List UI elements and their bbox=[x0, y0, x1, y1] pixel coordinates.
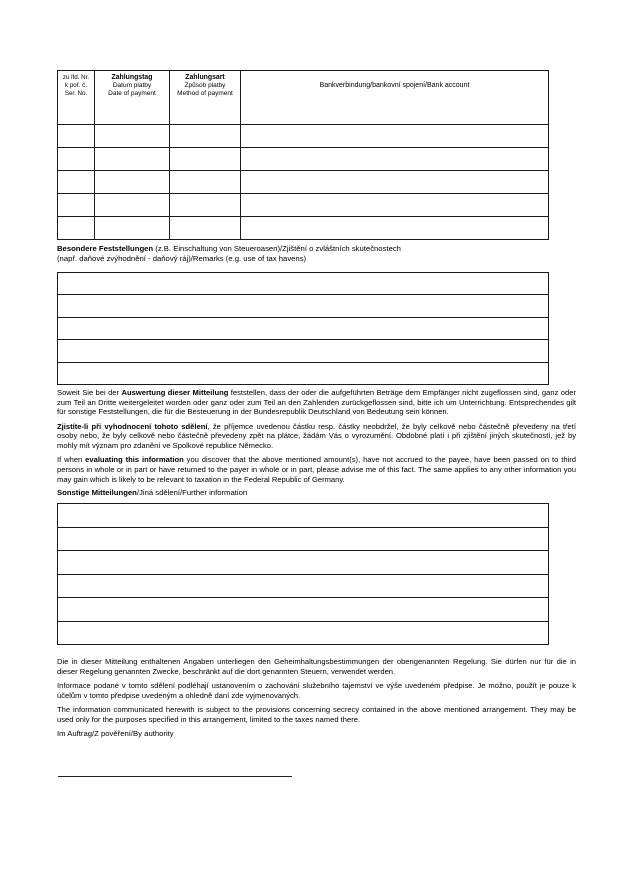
signature-line bbox=[58, 776, 292, 777]
blank-cell[interactable] bbox=[169, 171, 240, 193]
blank-cell[interactable] bbox=[94, 125, 169, 147]
payments-table bbox=[57, 70, 549, 240]
further-info-blank-row[interactable] bbox=[58, 621, 548, 645]
payment-blank-row[interactable] bbox=[58, 193, 548, 216]
blank-cell[interactable] bbox=[58, 148, 94, 170]
header-line-de: zu lfd. Nr. bbox=[62, 73, 90, 81]
remarks-heading-bold: Besondere Feststellungen bbox=[57, 244, 154, 253]
blank-cell[interactable] bbox=[94, 217, 169, 239]
further-info-blank-row[interactable] bbox=[58, 504, 548, 527]
further-info-blank-row[interactable] bbox=[58, 550, 548, 574]
header-line-de: Zahlungstag bbox=[111, 73, 153, 81]
header-line-cs: k poř. č. bbox=[64, 81, 87, 89]
by-authority-label: Im Auftrag/Z pověření/By authority bbox=[57, 729, 174, 738]
further-info-blank-row[interactable] bbox=[58, 597, 548, 621]
remarks-blank-row[interactable] bbox=[58, 273, 548, 294]
remarks-section-heading bbox=[57, 244, 576, 263]
blank-cell[interactable] bbox=[169, 148, 240, 170]
blank-cell[interactable] bbox=[58, 217, 94, 239]
further-info-heading-bold: Sonstige Mitteilungen bbox=[57, 488, 137, 497]
header-line-cs: Datum platby bbox=[112, 81, 152, 89]
remarks-blank-row[interactable] bbox=[58, 362, 548, 384]
text-segment: feststellen, dass der oder die aufgeführten Beträge dem Empfänger nicht zugeflossen sind, ganz oder zum Teil an Dritte weitergeleitet worden oder ganz oder zum Teil an den Zahlenden zurückgeflossen sind, bitte ich um Unterrichtung. Entsprechendes gilt für sonstige Feststellungen, die für die Besteuerung in der Bundesrepublik Deutschland von Bedeutung sein können. bbox=[57, 388, 576, 417]
blank-cell[interactable] bbox=[169, 125, 240, 147]
payments-table-body bbox=[58, 101, 548, 239]
payment-blank-row[interactable] bbox=[58, 147, 548, 170]
payment-blank-row[interactable] bbox=[58, 124, 548, 147]
remarks-blank-row[interactable] bbox=[58, 339, 548, 361]
blank-cell[interactable] bbox=[169, 217, 240, 239]
blank-cell[interactable] bbox=[240, 125, 548, 147]
remarks-heading-rest: (z.B. Einschaltung von Steueroasen)/Zjištění o zvláštních skutečnostech bbox=[153, 244, 401, 253]
blank-cell[interactable] bbox=[58, 171, 94, 193]
header-line-en: Ser. No. bbox=[64, 90, 88, 98]
evaluation-note-en bbox=[57, 455, 576, 484]
payment-blank-row[interactable] bbox=[58, 216, 548, 239]
blank-cell[interactable] bbox=[94, 171, 169, 193]
header-line-en: Date of payment bbox=[108, 90, 156, 98]
blank-cell[interactable] bbox=[240, 217, 548, 239]
text-segment-bold: Zjistíte-li při vyhodnocení tohoto sdělení bbox=[57, 421, 208, 431]
payment-blank-row[interactable] bbox=[58, 101, 548, 124]
remarks-write-in-box bbox=[57, 272, 549, 385]
blank-cell[interactable] bbox=[58, 125, 94, 147]
header-line-de: Zahlungsart bbox=[185, 73, 225, 81]
blank-cell[interactable] bbox=[58, 194, 94, 216]
header-line-en: Method of payment bbox=[177, 90, 233, 98]
secrecy-note bbox=[57, 657, 576, 729]
header-line-trilingual: Bankverbindung/bankovní spojení/Bank account bbox=[319, 81, 470, 89]
further-info-heading bbox=[57, 488, 576, 498]
blank-cell[interactable] bbox=[240, 194, 548, 216]
text-segment: you discover that the above mentioned amount(s), have not accrued to the payee, have been passed on to third persons in whole or in part or have returned to the payer in whole or in part, please advise me of this fact. The same applies to any other information you may gain which is likely to be relevant to taxation in the Federal Republic of Germany. bbox=[57, 455, 576, 484]
remarks-blank-row[interactable] bbox=[58, 317, 548, 339]
blank-cell[interactable] bbox=[94, 194, 169, 216]
text-segment: If when bbox=[57, 455, 86, 465]
blank-cell[interactable] bbox=[58, 101, 94, 124]
secrecy-note-cs: Informace podané v tomto sdělení podléhají ustanovením o zachování služebního tajemství ve výše uvedeném předpise. Je možno, použít je pouze k účelům v tomto předpise uvedeným a ohledně daní zde vyjmenovaných. bbox=[57, 680, 576, 700]
blank-cell[interactable] bbox=[240, 101, 548, 124]
evaluation-note bbox=[57, 388, 576, 489]
further-info-blank-row[interactable] bbox=[58, 574, 548, 598]
text-segment-bold: Auswertung dieser Mitteilung bbox=[121, 388, 229, 397]
blank-cell[interactable] bbox=[169, 194, 240, 216]
blank-cell[interactable] bbox=[240, 148, 548, 170]
secrecy-note-en: The information communicated herewith is subject to the provisions concerning secrecy contained in the above mentioned arrangement. They may be used only for the purposes specified in this arrangement, limited to the taxes named there. bbox=[57, 704, 576, 724]
further-info-write-in-box bbox=[57, 503, 549, 645]
blank-cell[interactable] bbox=[169, 101, 240, 124]
text-segment: Soweit Sie bei der bbox=[57, 388, 122, 397]
evaluation-note-cs bbox=[57, 422, 576, 451]
header-serial-no bbox=[58, 71, 94, 101]
payment-blank-row[interactable] bbox=[58, 170, 548, 193]
payments-table-header-row bbox=[58, 71, 548, 101]
text-segment: , že příjemce uvedenou částku resp. částky neobdržel, že byly celkově nebo částečně převedeny na třetí osoby nebo, že byly celkově nebo částečně převedeny zpět na plátce, žádám Vás o vyrozumění. Obdobné platí i při zjištění jiných skutečností, jež by mohly mít význam pro zdanění ve Spolkové republice Německo. bbox=[57, 421, 576, 451]
header-date-of-payment bbox=[94, 71, 169, 101]
remarks-blank-row[interactable] bbox=[58, 294, 548, 316]
header-method-of-payment bbox=[169, 71, 240, 101]
header-line-cs: Způsob platby bbox=[184, 81, 226, 89]
further-info-heading-rest: /Jiná sdělení/Further information bbox=[136, 488, 248, 497]
text-segment-bold: evaluating this information bbox=[85, 455, 184, 465]
blank-cell[interactable] bbox=[94, 101, 169, 124]
remarks-heading-line1 bbox=[57, 244, 576, 254]
blank-cell[interactable] bbox=[240, 171, 548, 193]
blank-cell[interactable] bbox=[94, 148, 169, 170]
further-info-blank-row[interactable] bbox=[58, 527, 548, 551]
remarks-heading-line2: (např. daňové zvýhodnění - daňový ráj)/Remarks (e.g. use of tax havens) bbox=[57, 253, 307, 263]
evaluation-note-de bbox=[57, 388, 576, 417]
header-bank-account bbox=[240, 71, 548, 101]
secrecy-note-de: Die in dieser Mitteilung enthaltenen Angaben unterliegen den Geheimhaltungsbestimmungen der obengenannten Regelung. Sie dürfen nur für die in dieser Regelung genannten Zwecke, beschränkt auf die dort genannten Steuern, verwendet werden. bbox=[57, 657, 576, 676]
